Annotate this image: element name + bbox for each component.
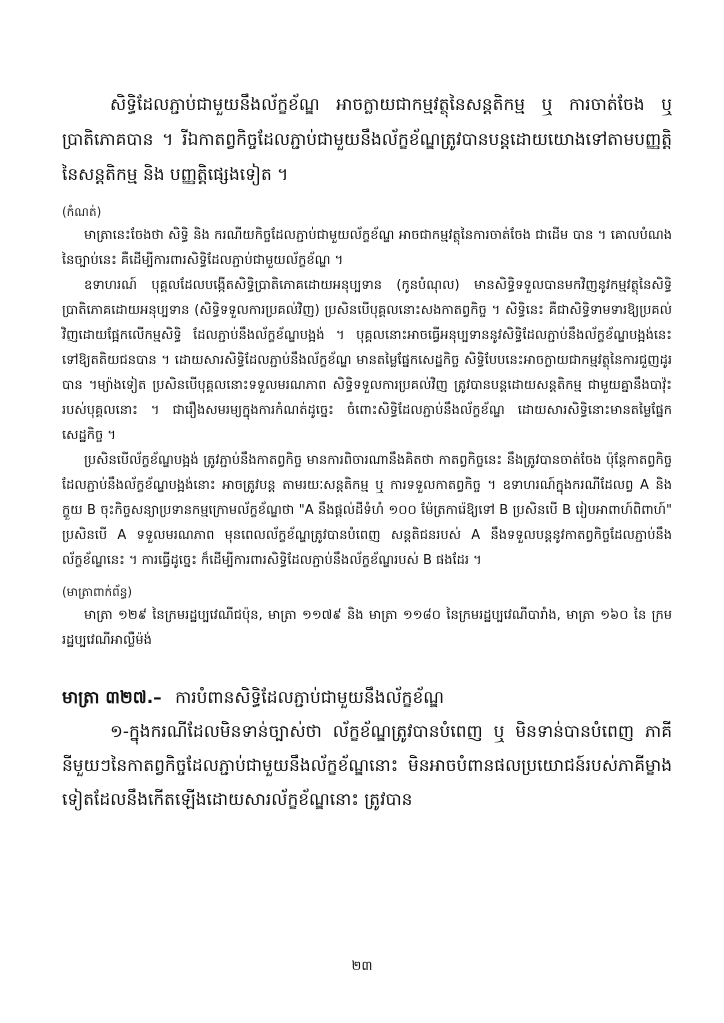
commentary-label: (កំណត់)	[62, 205, 102, 219]
commentary-paragraph-3: ប្រសិនបើល័ក្ខខ័ណ្ឌបង្អង់ ត្រូវភ្ជាប់នឹងកាតព្វកិច្ច មានការពិចារណានឹងគិតថា កាតព្វកិច្ចនេះ នឹងត្រូវបានចាត់ចែង ប៉ុន្តែកាតព្វកិច្ចដែលភ្ជាប់នឹងល័ក្ខខ័ណ្ឌបង្អង់នោះ អាចត្រូវបន្ត តាមរយៈសន្តតិកម្ម ឬ ការទទួលកាតព្វកិច្ច ។ ឧទាហរណ៍ក្នុងករណីដែលព្វ A និង ក្ខួយ B ចុះកិច្ចសន្យាប្រទានកម្មក្រោមល័ក្ខខ័ណ្ឌថា "A នឹងផ្តល់ដីទំហំ ១០០ ម៉ែត្រការ៉េឱ្យទៅ B ប្រសិនបើ B រៀបអាពាហ៍ពិពាហ៍" ប្រសិនបើ A ទទួលមរណភាព មុនពេលល័ក្ខខ័ណ្ឌត្រូវបានបំពេញ សន្តតិជនរបស់ A នឹងទទួលបន្តនូវកាតព្វកិច្ចដែលភ្ជាប់នឹងល័ក្ខខ័ណ្ឌនេះ ។ ការធ្វើដូច្នេះ ក៏ដើម្បីការពារសិទ្ធិដែលភ្ជាប់នឹងល័ក្ខខ័ណ្ឌរបស់ B ផងដែរ ។	[62, 453, 672, 568]
commentary-paragraph-1: មាត្រានេះចែងថា សិទ្ធិ និង ករណីយកិច្ចដែលភ្ជាប់ជាមួយល័ក្ខខ័ណ្ឌ អាចជាកម្មវត្ថុនៃការចាត់ចែង ជាដើម បាន ។ គោលបំណងនៃច្បាប់នេះ គឺដើម្បីការពារសិទ្ធិដែលភ្ជាប់ជាមួយល័ក្ខខ័ណ្ឌ ។	[62, 228, 672, 268]
article-number: មាត្រា ៣២៧.–	[62, 688, 162, 708]
commentary-paragraph-2: ឧទាហរណ៍ បុគ្គលដែលបង្កើតសិទ្ធិប្រាតិភោគដោយអនុប្បទាន (កូនបំណុល) មានសិទ្ធិទទួលបានមកវិញនូវកម្មវត្ថុនៃសិទ្ធិប្រាតិភោគដោយអនុប្បទាន (សិទ្ធិទទួលការប្រគល់វិញ) ប្រសិនបើបុគ្គលនោះសងកាតព្វកិច្ច ។ សិទ្ធិនេះ គឺជាសិទ្ធិទាមទារឱ្យប្រគល់វិញដោយផ្អែកលើកម្មសិទ្ធិ ដែលភ្ជាប់នឹងល័ក្ខខ័ណ្ឌបង្អង់ ។ បុគ្គលនោះអាចធ្វើអនុប្បទាននូវសិទ្ធិដែលភ្ជាប់នឹងល័ក្ខខ័ណ្ឌបង្អង់នេះ ទៅឱ្យតតិយជនបាន ។ ដោយសារសិទ្ធិដែលភ្ជាប់នឹងល័ក្ខខ័ណ្ឌ មានតម្លៃផ្នែកសេដ្ឋកិច្ច សិទ្ធិបែបនេះអាចក្លាយជាកម្មវត្ថុនៃការជួញដូរបាន ។ម្យ៉ាងទៀត ប្រសិនបើបុគ្គលនោះទទួលមរណភាព សិទ្ធិទទួលការប្រគល់វិញ ត្រូវបានបន្តដោយសន្តតិកម្ម ជាមួយគ្នានឹងបាវ៉ុះរបស់បុគ្គលនោះ ។ ជារឿងសមរម្យក្នុងការកំណត់ដូច្នេះ ចំពោះសិទ្ធិដែលភ្ជាប់នឹងល័ក្ខខ័ណ្ឌ ដោយសារសិទ្ធិនោះមានតម្លៃផ្នែកសេដ្ឋកិច្ច ។	[62, 278, 672, 443]
article-title: ការបំពានសិទ្ធិដែលភ្ជាប់ជាមួយនឹងល័ក្ខខ័ណ្ឌ	[175, 688, 445, 708]
related-articles-text: មាត្រា ១២៩ នៃក្រមរដ្ឋប្បវេណីជប៉ុន, មាត្រា ១១៧៩ និង មាត្រា ១១៨០ នៃក្រមរដ្ឋប្បវេណីបារាំង, មាត្រា ១៦០ នៃ ក្រមរដ្ឋប្បវេណីអាល្លឺម៉ង់	[62, 608, 672, 648]
intro-paragraph: សិទ្ធិដែលភ្ជាប់ជាមួយនឹងល័ក្ខខ័ណ្ឌ អាចក្លាយជាកម្មវត្ថុនៃសន្តតិកម្ម ឬ ការចាត់ចែង ឬ ប្រាតិភោគបាន ។ រីឯកាតព្វកិច្ចដែលភ្ជាប់ជាមួយនឹងល័ក្ខខ័ណ្ឌត្រូវបានបន្តដោយយោងទៅតាមបញ្ញត្តិនៃសន្តតិកម្ម និង បញ្ញត្តិផ្សេងទៀត ។	[62, 95, 672, 185]
article-body: ១-ក្នុងករណីដែលមិនទាន់ច្បាស់ថា ល័ក្ខខ័ណ្ឌត្រូវបានបំពេញ ឬ មិនទាន់បានបំពេញ ភាគីនីមួយៗនៃកាតព្វកិច្ចដែលភ្ជាប់ជាមួយនឹងល័ក្ខខ័ណ្ឌនោះ មិនអាចបំពានផលប្រយោជន៍របស់ភាគីម្ខាងទៀតដែលនឹងកើតឡើងដោយសារល័ក្ខខ័ណ្ឌនោះ ត្រូវបាន	[62, 722, 672, 810]
page-number: ២៣	[351, 959, 373, 974]
article-heading	[62, 681, 672, 715]
related-articles-label: (មាត្រាពាក់ព័ន្ធ)	[62, 585, 133, 599]
document-page	[62, 88, 672, 988]
